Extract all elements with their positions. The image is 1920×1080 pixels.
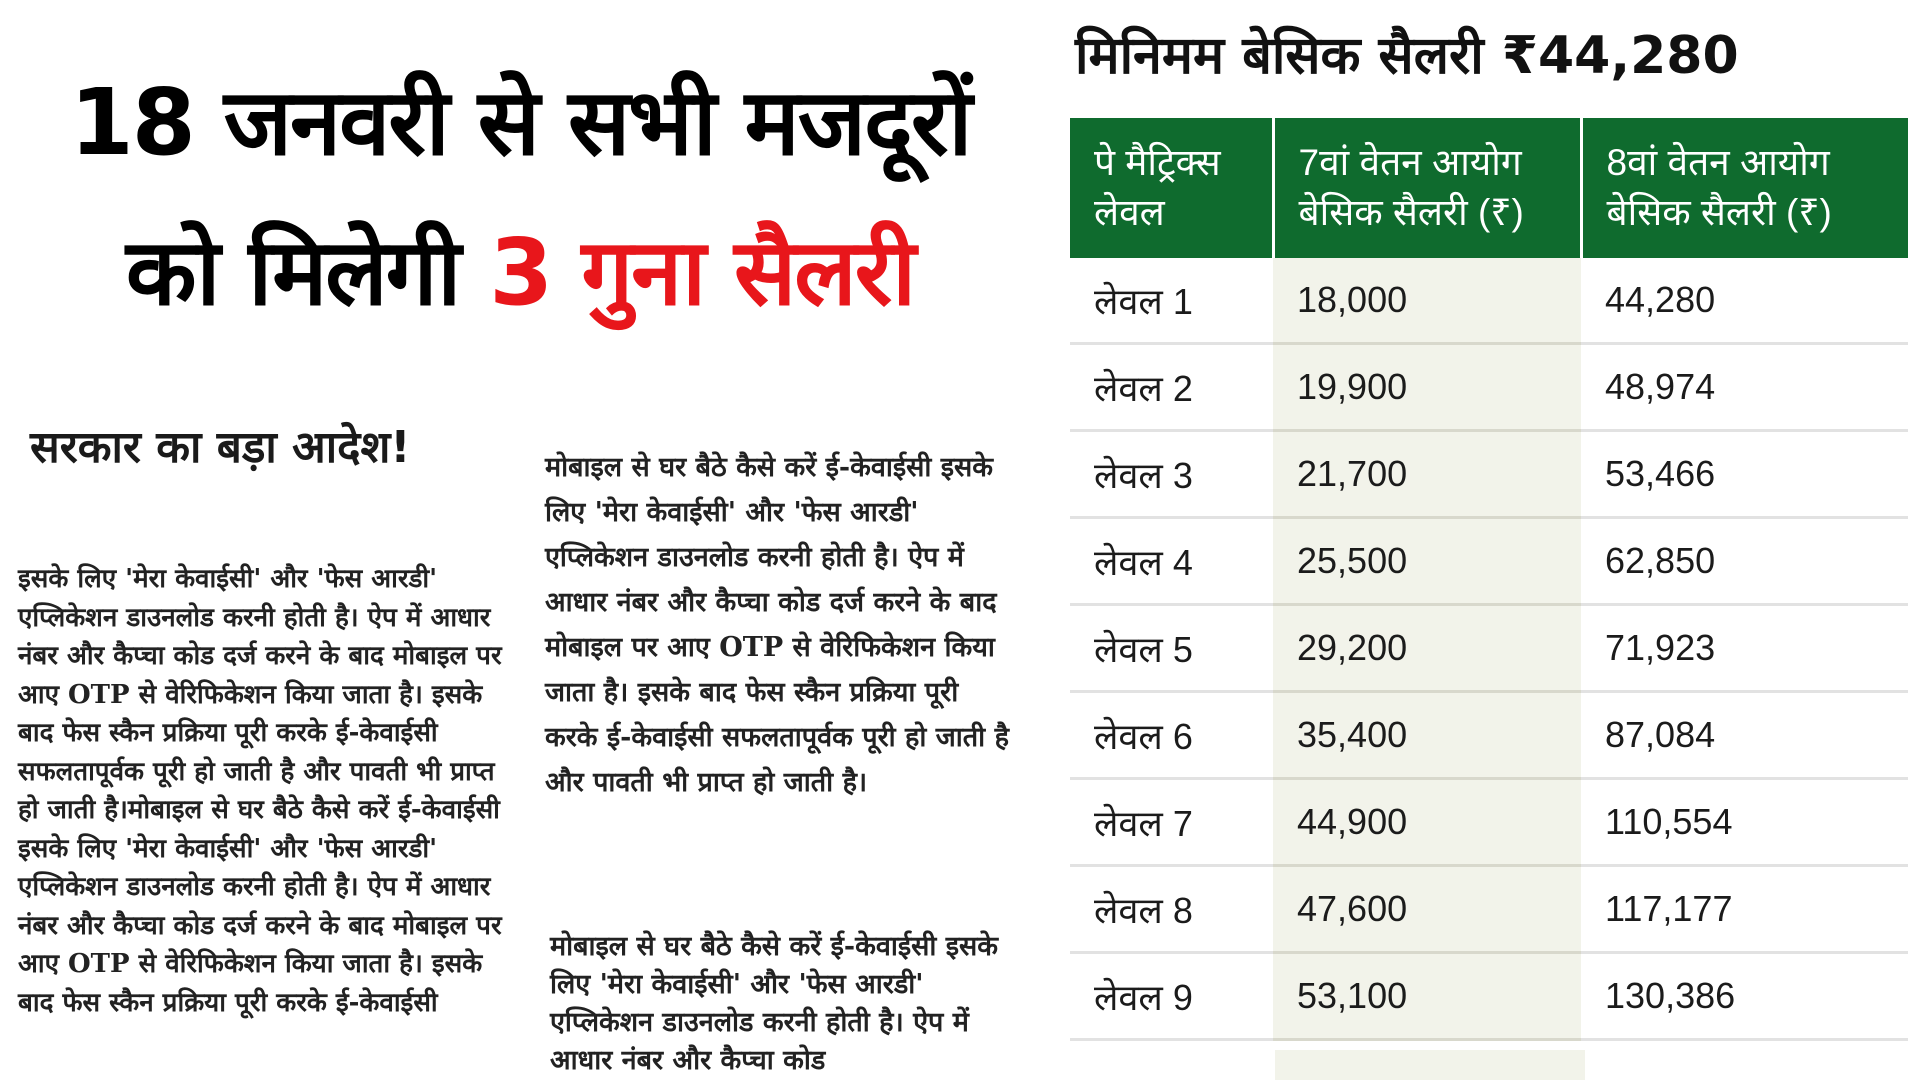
table-title: मिनिमम बेसिक सैलरी ₹44,280 bbox=[1075, 26, 1739, 86]
header-8th-pay-commission: 8वां वेतन आयोग बेसिक सैलरी (₹) bbox=[1581, 118, 1908, 258]
table-row bbox=[1070, 258, 1908, 344]
table-row bbox=[1070, 431, 1908, 518]
cell-7th-salary: 18,000 bbox=[1273, 258, 1581, 344]
cell-8th-salary: 44,280 bbox=[1581, 258, 1908, 344]
header-7th-pay-commission: 7वां वेतन आयोग बेसिक सैलरी (₹) bbox=[1273, 118, 1581, 258]
table-row bbox=[1070, 866, 1908, 953]
headline-accent-text: 3 गुना सैलरी bbox=[489, 219, 915, 326]
cell-8th-salary: 48,974 bbox=[1581, 344, 1908, 431]
cell-7th-salary: 47,600 bbox=[1273, 866, 1581, 953]
sub-heading: सरकार का बड़ा आदेश! bbox=[30, 422, 411, 473]
cell-8th-salary: 87,084 bbox=[1581, 692, 1908, 779]
table-continuation bbox=[1070, 1050, 1908, 1080]
article-column-right-bottom: मोबाइल से घर बैठे कैसे करें ई-केवाईसी इसके लिए 'मेरा केवाईसी' और 'फेस आरडी' एप्लिकेशन डाउनलोड करनी होती है। ऐप में आधार नंबर और कैप्चा कोड bbox=[550, 931, 998, 1076]
cell-level: लेवल 6 bbox=[1070, 692, 1273, 779]
cell-level: लेवल 5 bbox=[1070, 605, 1273, 692]
headline-line-2-prefix: को मिलेगी bbox=[125, 219, 460, 326]
cell-8th-salary: 117,177 bbox=[1581, 866, 1908, 953]
salary-table bbox=[1070, 118, 1908, 1041]
cell-level: लेवल 9 bbox=[1070, 953, 1273, 1040]
cell-7th-salary: 44,900 bbox=[1273, 779, 1581, 866]
headline-line-1: 18 जनवरी से सभी मजदूरों bbox=[69, 69, 971, 176]
cell-level: लेवल 8 bbox=[1070, 866, 1273, 953]
table-row bbox=[1070, 692, 1908, 779]
cell-7th-salary: 29,200 bbox=[1273, 605, 1581, 692]
cell-level: लेवल 2 bbox=[1070, 344, 1273, 431]
cell-7th-salary: 35,400 bbox=[1273, 692, 1581, 779]
table-row bbox=[1070, 344, 1908, 431]
article-column-right-top: मोबाइल से घर बैठे कैसे करें ई-केवाईसी इसके लिए 'मेरा केवाईसी' और 'फेस आरडी' एप्लिकेशन डाउनलोड करनी होती है। ऐप में आधार नंबर और कैप्चा कोड दर्ज करने के बाद मोबाइल पर आए OTP से वेरिफिकेशन किया जाता है। इसके बाद फेस स्कैन प्रक्रिया पूरी करके ई-केवाईसी सफलतापूर्वक पूरी हो जाती है और पावती भी प्राप्त हो जाती है। bbox=[545, 452, 1009, 798]
cell-8th-salary: 62,850 bbox=[1581, 518, 1908, 605]
cell-level: लेवल 3 bbox=[1070, 431, 1273, 518]
cell-8th-salary: 110,554 bbox=[1581, 779, 1908, 866]
cell-8th-salary: 53,466 bbox=[1581, 431, 1908, 518]
cell-8th-salary: 71,923 bbox=[1581, 605, 1908, 692]
table-row bbox=[1070, 953, 1908, 1040]
table-row bbox=[1070, 779, 1908, 866]
headline-line-2 bbox=[0, 198, 1040, 348]
table-row bbox=[1070, 605, 1908, 692]
header-pay-matrix-level: पे मैट्रिक्स लेवल bbox=[1070, 118, 1273, 258]
cell-7th-salary: 21,700 bbox=[1273, 431, 1581, 518]
headline bbox=[0, 48, 1040, 348]
table-row bbox=[1070, 518, 1908, 605]
cell-level: लेवल 1 bbox=[1070, 258, 1273, 344]
cell-level: लेवल 4 bbox=[1070, 518, 1273, 605]
article-column-left: इसके लिए 'मेरा केवाईसी' और 'फेस आरडी' एप्लिकेशन डाउनलोड करनी होती है। ऐप में आधार नंबर और कैप्चा कोड दर्ज करने के बाद मोबाइल पर आए OTP से वेरिफिकेशन किया जाता है। इसके बाद फेस स्कैन प्रक्रिया पूरी करके ई-केवाईसी सफलतापूर्वक पूरी हो जाती है और पावती भी प्राप्त हो जाती है।मोबाइल से घर बैठे कैसे करें ई-केवाईसी इसके लिए 'मेरा केवाईसी' और 'फेस आरडी' एप्लिकेशन डाउनलोड करनी होती है। ऐप में आधार नंबर और कैप्चा कोड दर्ज करने के बाद मोबाइल पर आए OTP से वेरिफिकेशन किया जाता है। इसके बाद फेस स्कैन प्रक्रिया पूरी करके ई-केवाईसी bbox=[18, 564, 502, 1018]
cell-level: लेवल 7 bbox=[1070, 779, 1273, 866]
cell-7th-salary: 19,900 bbox=[1273, 344, 1581, 431]
cell-8th-salary: 130,386 bbox=[1581, 953, 1908, 1040]
cell-7th-salary: 53,100 bbox=[1273, 953, 1581, 1040]
cell-7th-salary: 25,500 bbox=[1273, 518, 1581, 605]
table-header-row bbox=[1070, 118, 1908, 258]
